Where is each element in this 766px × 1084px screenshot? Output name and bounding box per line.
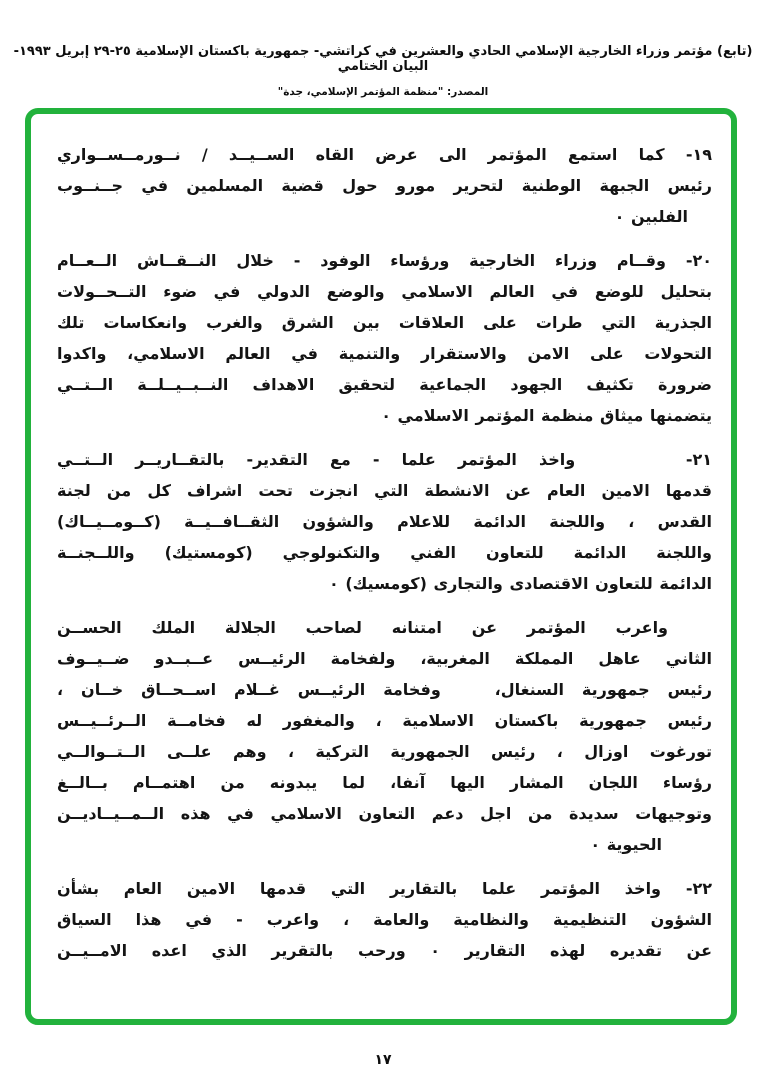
- page-number: ١٧: [374, 1052, 392, 1068]
- text-line: الثاني عاهل المملكة المغربية، ولفخامة الرئيــس عــبــدو ضــيــوف: [57, 649, 712, 668]
- text-line: الشؤون التنظيمية والنظامية والعامة ، واعرب - في هذا السياق: [57, 910, 712, 929]
- paragraph-21: [57, 444, 712, 599]
- paragraph-22: [57, 873, 712, 966]
- text-line: الدائمة للتعاون الاقتصادى والتجارى (كومسيك) ٠: [329, 574, 712, 593]
- text-line: ٢٠- وقــام وزراء الخارجية ورؤساء الوفود - خلال النــقــاش الــعــام: [57, 251, 712, 270]
- text-line: القدس ، واللجنة الدائمة للاعلام والشؤون الثقــافــيــة (كــومــيــاك): [57, 512, 712, 531]
- source-caption: المصدر: "منظمة المؤتمر الإسلامي، جدة": [277, 86, 489, 98]
- page-footer: [0, 1049, 766, 1068]
- text-line: تورغوت اوزال ، رئيس الجمهورية التركية ، وهم علــى الــتــوالــي: [57, 742, 712, 761]
- text-line: ٢١- واخذ المؤتمر علما - مع التقدير- بالتقــاريــر الــتــي: [57, 450, 712, 469]
- text-line: الحيوية ٠: [590, 835, 662, 854]
- page-header: [0, 44, 766, 98]
- text-line: رؤساء اللجان المشار اليها آنفا، لما يبدونه من اهتمــام بــالــغ: [57, 773, 712, 792]
- text-line: واللجنة الدائمة للتعاون الفني والتكنولوجي (كومستيك) واللــجنــة: [57, 543, 712, 562]
- text-line: رئيس جمهورية باكستان الاسلامية ، والمغفور له فخامــة الــرئــيــس: [57, 711, 712, 730]
- text-line: رئيس جمهورية السنغال، وفخامة الرئيــس غــلام اســحــاق خــان ،: [57, 680, 712, 699]
- text-line: الجذرية التي طرات على العلاقات بين الشرق والغرب وانعكاسات تلك: [57, 313, 712, 332]
- text-line: ١٩- كما استمع المؤتمر الى عرض القاه الســيــد / نــورمــســواري: [57, 145, 712, 164]
- text-line: رئيس الجبهة الوطنية لتحرير مورو حول قضية المسلمين في جــنــوب: [57, 176, 712, 195]
- text-line: ٢٢- واخذ المؤتمر علما بالتقارير التي قدمها الامين العام بشأن: [57, 879, 712, 898]
- header-caption: (تابع) مؤتمر وزراء الخارجية الإسلامي الحادي والعشرين في كراتشي- جمهورية باكستان الإسلامية ٢٥-٢٩ إبريل ١٩٩٣- البيان الختامي: [13, 44, 753, 74]
- text-line: ضرورة تكثيف الجهود الجماعية لتحقيق الاهداف النــبــيــلــة الــتــي: [57, 375, 712, 394]
- text-line: الفلبين ٠: [614, 207, 688, 226]
- text-line: وتوجيهات سديدة من اجل دعم التعاون الاسلامي في هذه الــمــيــاديــن: [57, 804, 712, 823]
- paragraph-20: [57, 245, 712, 431]
- paragraph-gratitude: [57, 612, 712, 860]
- document-frame: [25, 108, 737, 1025]
- text-line: عن تقديره لهذه التقارير ٠ ورحب بالتقرير الذي اعده الامــيــن: [57, 941, 712, 960]
- paragraph-19: [57, 139, 712, 232]
- text-line: واعرب المؤتمر عن امتنانه لصاحب الجلالة الملك الحســن: [57, 618, 668, 637]
- text-line: يتضمنها ميثاق منظمة المؤتمر الاسلامي ٠: [381, 406, 712, 425]
- text-line: قدمها الامين العام عن الانشطة التي انجزت تحت اشراف كل من لجنة: [57, 481, 712, 500]
- text-line: بتحليل للوضع في العالم الاسلامي والوضع الدولي في ضوء التــحــولات: [57, 282, 712, 301]
- text-line: التحولات على الامن والاستقرار والتنمية في العالم الاسلامي، واكدوا: [57, 344, 712, 363]
